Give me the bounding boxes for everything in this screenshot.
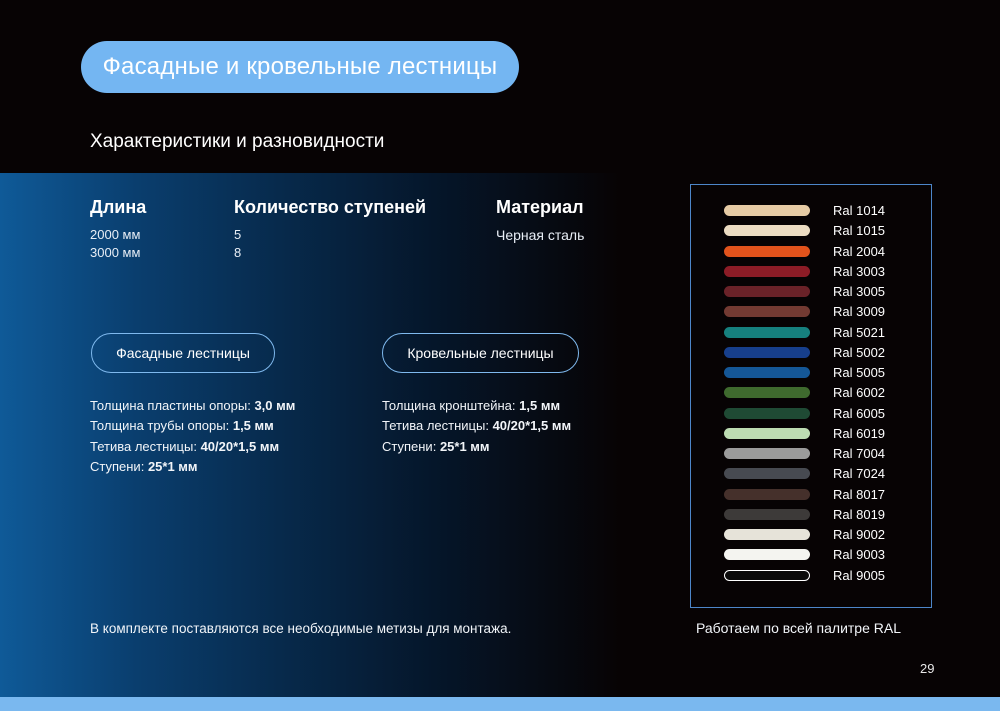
color-swatch xyxy=(724,489,810,500)
ral-label: Ral 7004 xyxy=(833,446,886,461)
ral-row xyxy=(691,282,931,302)
spec-name: Ступени: xyxy=(382,438,437,454)
ral-label: Ral 3003 xyxy=(833,263,886,279)
ral-row xyxy=(691,343,931,363)
ral-row xyxy=(691,221,931,241)
spec-name: Толщина пластины опоры: xyxy=(90,398,251,413)
length-value: 2000 мм xyxy=(90,227,141,242)
ral-label: Ral 6005 xyxy=(833,405,886,421)
ral-row xyxy=(691,262,931,282)
color-swatch xyxy=(724,428,810,439)
ral-row xyxy=(691,242,931,262)
ral-row xyxy=(691,302,931,322)
ral-label: Ral 9005 xyxy=(833,567,886,583)
color-swatch xyxy=(724,408,810,419)
color-swatch xyxy=(724,529,810,540)
ral-label: Ral 5005 xyxy=(833,365,886,380)
spec-value: 1,5 мм xyxy=(232,418,274,434)
color-swatch xyxy=(724,205,810,216)
color-swatch xyxy=(724,286,810,297)
color-swatch xyxy=(724,509,810,520)
steps-value: 8 xyxy=(234,245,242,260)
ral-label: Ral 9003 xyxy=(833,547,886,563)
spec-value: 3,0 мм xyxy=(254,398,296,413)
spec-name: Тетива лестницы: xyxy=(382,418,489,434)
color-swatch xyxy=(724,327,810,338)
steps-values xyxy=(234,226,241,262)
color-swatch xyxy=(724,246,810,257)
ral-row xyxy=(691,323,931,343)
page-title: Фасадные и кровельные лестницы xyxy=(81,41,519,93)
spec-line xyxy=(382,437,571,457)
length-value: 3000 мм xyxy=(90,245,141,260)
facade-specs xyxy=(90,396,295,477)
kit-footnote: В комплекте поставляются все необходимые метизы для монтажа. xyxy=(90,621,512,636)
spec-line xyxy=(382,396,571,416)
length-values xyxy=(90,226,140,262)
ral-label: Ral 3009 xyxy=(833,304,886,320)
spec-value: 25*1 мм xyxy=(439,438,490,454)
spec-value: 1,5 мм xyxy=(519,398,561,413)
section-subtitle: Характеристики и разновидности xyxy=(90,131,385,152)
color-swatch xyxy=(724,306,810,317)
ral-row xyxy=(691,464,931,484)
color-swatch xyxy=(724,367,810,378)
ral-row xyxy=(691,525,931,545)
color-swatch xyxy=(724,347,810,358)
color-swatch xyxy=(724,549,810,560)
spec-line xyxy=(90,457,295,477)
color-swatch xyxy=(724,570,810,581)
ral-label: Ral 8019 xyxy=(833,506,886,522)
spec-line xyxy=(382,416,571,436)
ral-label: Ral 7024 xyxy=(833,466,886,482)
roof-ladders-badge: Кровельные лестницы xyxy=(382,333,579,373)
ral-row xyxy=(691,201,931,221)
spec-value: 40/20*1,5 мм xyxy=(492,418,572,434)
spec-value: 40/20*1,5 мм xyxy=(200,438,280,454)
length-heading: Длина xyxy=(90,197,147,217)
color-swatch xyxy=(724,468,810,479)
color-swatch xyxy=(724,387,810,398)
ral-label: Ral 8017 xyxy=(833,486,886,502)
ral-label: Ral 6019 xyxy=(833,425,886,441)
ral-row xyxy=(691,505,931,525)
ral-label: Ral 9002 xyxy=(833,527,886,542)
roof-specs xyxy=(382,396,571,457)
ral-label: Ral 2004 xyxy=(833,243,886,259)
spec-line xyxy=(90,416,295,436)
steps-heading: Количество ступеней xyxy=(234,197,427,217)
ral-palette-box xyxy=(690,184,932,608)
ral-label: Ral 5002 xyxy=(833,344,886,360)
ral-label: Ral 1014 xyxy=(833,203,886,218)
material-heading: Материал xyxy=(496,197,584,217)
ral-caption: Работаем по всей палитре RAL xyxy=(696,620,901,636)
ral-label: Ral 5021 xyxy=(833,324,886,340)
ral-label: Ral 6002 xyxy=(833,385,886,401)
ral-row xyxy=(691,545,931,565)
bottom-accent-bar xyxy=(0,697,1000,711)
material-value: Черная сталь xyxy=(496,227,585,243)
steps-value: 5 xyxy=(234,227,242,242)
ral-row xyxy=(691,485,931,505)
page-number: 29 xyxy=(920,661,935,676)
ral-label: Ral 1015 xyxy=(833,223,886,239)
spec-name: Толщина кронштейна: xyxy=(382,398,516,413)
material-values xyxy=(496,226,584,244)
spec-line xyxy=(90,396,295,416)
ral-row xyxy=(691,424,931,444)
color-swatch xyxy=(724,266,810,277)
ral-row xyxy=(691,404,931,424)
spec-name: Тетива лестницы: xyxy=(90,438,197,454)
spec-name: Ступени: xyxy=(90,458,145,474)
ral-row xyxy=(691,383,931,403)
ral-row xyxy=(691,444,931,464)
color-swatch xyxy=(724,448,810,459)
ral-row xyxy=(691,566,931,586)
ral-label: Ral 3005 xyxy=(833,284,886,299)
spec-line xyxy=(90,437,295,457)
spec-name: Толщина трубы опоры: xyxy=(90,418,230,434)
ral-row xyxy=(691,363,931,383)
facade-ladders-badge: Фасадные лестницы xyxy=(91,333,275,373)
color-swatch xyxy=(724,225,810,236)
spec-value: 25*1 мм xyxy=(147,458,198,474)
